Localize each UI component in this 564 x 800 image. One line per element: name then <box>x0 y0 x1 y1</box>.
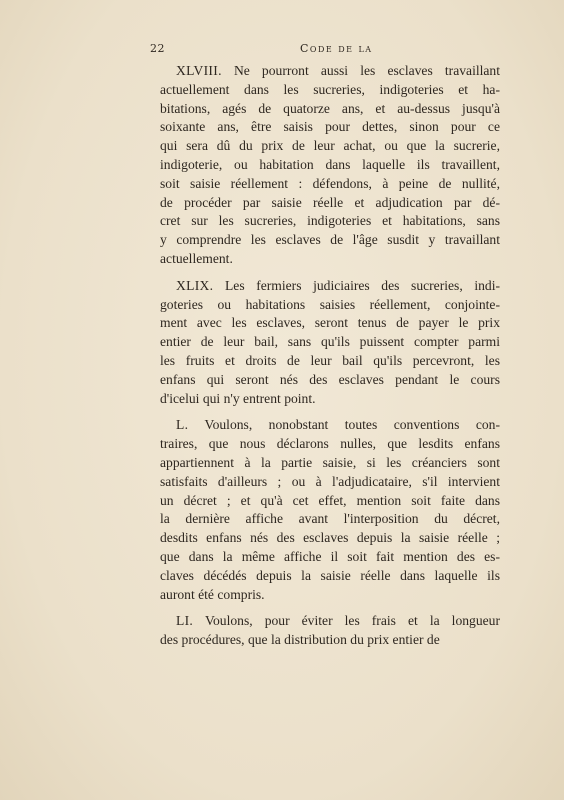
text-line <box>160 231 500 250</box>
body-text <box>160 62 500 658</box>
line-text: claves décédés depuis la saisie réelle dans laquelle ils <box>160 567 500 583</box>
text-line <box>160 100 500 119</box>
line-text: auront été compris. <box>160 586 265 602</box>
article-number: XLIX. <box>176 277 214 293</box>
text-line <box>160 333 500 352</box>
line-text: Voulons, nonobstant toutes conventions con- <box>204 417 500 433</box>
article-paragraph <box>160 612 500 650</box>
line-text: satisfaits d'ailleurs ; ou à l'adjudicataire, s'il intervient <box>160 473 500 489</box>
text-line <box>160 435 500 454</box>
text-line <box>160 631 500 650</box>
text-line <box>160 212 500 231</box>
line-text: enfans qui seront nés des esclaves pendant le cours <box>160 371 500 387</box>
line-text: y comprendre les esclaves de l'âge susdit y travaillant <box>160 232 500 248</box>
text-line <box>160 371 500 390</box>
text-line <box>160 548 500 567</box>
page-number: 22 <box>150 42 165 55</box>
line-text: Voulons, pour éviter les frais et la longueur <box>204 613 500 629</box>
line-text: qui sera dû du prix de leur achat, ou que la sucrerie, <box>160 138 500 154</box>
line-text: traires, que nous déclarons nulles, que lesdits enfans <box>160 436 500 452</box>
line-text: desdits enfans nés des esclaves depuis la saisie réelle ; <box>160 530 500 546</box>
line-text: ment avec les esclaves, seront tenus de payer le prix <box>160 315 500 331</box>
line-text: les fruits et droits de leur bail qu'ils percevront, les <box>160 352 500 368</box>
text-line <box>160 118 500 137</box>
text-line <box>160 473 500 492</box>
text-line <box>160 416 500 435</box>
text-line <box>160 81 500 100</box>
line-text: appartiennent à la partie saisie, si les créanciers sont <box>160 454 500 470</box>
text-line <box>160 277 500 296</box>
text-line <box>160 612 500 631</box>
line-text: soixante ans, être saisis pour dettes, sinon pour ce <box>160 119 500 135</box>
line-text: Ne pourront aussi les esclaves travaillant <box>233 63 500 78</box>
line-text: actuellement. <box>160 250 233 266</box>
line-text: actuellement dans les sucreries, indigoteries et ha- <box>160 81 500 97</box>
article-paragraph <box>160 62 500 269</box>
line-text: cret sur les sucreries, indigoteries et habitations, sans <box>160 213 500 229</box>
line-text: goteries ou habitations saisies réellement, conjointe- <box>160 296 500 312</box>
text-line <box>160 62 500 81</box>
article-number: LI. <box>176 613 194 629</box>
text-line <box>160 314 500 333</box>
line-text: la dernière affiche avant l'interposition du décret, <box>160 511 500 527</box>
text-line <box>160 175 500 194</box>
page-header <box>150 42 500 60</box>
article-number: L. <box>176 417 189 433</box>
line-text: indigoterie, ou habitation dans laquelle ils travaillent, <box>160 156 500 172</box>
text-line <box>160 529 500 548</box>
text-line <box>160 492 500 511</box>
line-text: des procédures, que la distribution du prix entier de <box>160 632 440 648</box>
text-line <box>160 156 500 175</box>
line-text: que dans la même affiche il soit fait mention des es- <box>160 548 500 564</box>
line-text: entier de leur bail, sans qu'ils puissent compter parmi <box>160 334 500 350</box>
article-paragraph <box>160 416 500 604</box>
text-line <box>160 250 500 269</box>
text-line <box>160 194 500 213</box>
line-text: d'icelui qui n'y entrent point. <box>160 390 316 406</box>
line-text: soit saisie réellement : défendons, à peine de nullité, <box>160 175 500 191</box>
text-line <box>160 586 500 605</box>
text-line <box>160 352 500 371</box>
line-text: bitations, agés de quatorze ans, et au-dessus jusqu'à <box>160 100 500 116</box>
text-line <box>160 510 500 529</box>
line-text: Les fermiers judiciaires des sucreries, indi- <box>224 277 500 293</box>
text-line <box>160 567 500 586</box>
text-line <box>160 390 500 409</box>
article-number: XLVIII. <box>176 63 222 78</box>
article-paragraph <box>160 277 500 409</box>
line-text: un décret ; et qu'à cet effet, mention soit faite dans <box>160 492 500 508</box>
text-line <box>160 454 500 473</box>
running-head: Code de la <box>300 42 373 55</box>
text-line <box>160 296 500 315</box>
text-line <box>160 137 500 156</box>
line-text: de procéder par saisie réelle et adjudication par dé- <box>160 194 500 210</box>
